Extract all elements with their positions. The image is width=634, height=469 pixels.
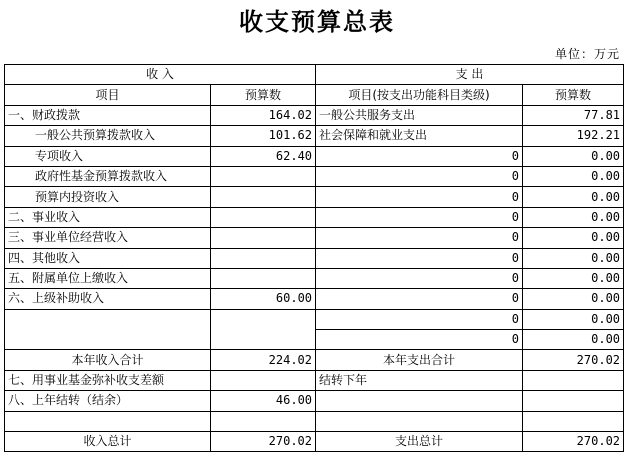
expense-item-cell: 结转下年 xyxy=(316,370,523,390)
table-row xyxy=(5,146,624,166)
table-row xyxy=(5,187,624,207)
income-item-cell xyxy=(5,411,211,431)
table-row xyxy=(5,207,624,227)
income-item-cell: 五、附属单位上缴收入 xyxy=(5,268,211,288)
income-amount-cell: 101.62 xyxy=(211,126,316,146)
table-row xyxy=(5,268,624,288)
table-row xyxy=(5,228,624,248)
expense-amount-cell xyxy=(523,391,624,411)
expense-amount-cell: 0.00 xyxy=(523,330,624,350)
expense-amount-header: 预算数 xyxy=(523,85,624,105)
expense-item-cell: 0 xyxy=(316,248,523,268)
income-amount-cell xyxy=(211,228,316,248)
expense-amount-cell: 0.00 xyxy=(523,207,624,227)
income-item-cell: 八、上年结转（结余） xyxy=(5,391,211,411)
expense-item-cell: 社会保障和就业支出 xyxy=(316,126,523,146)
expense-item-cell xyxy=(316,391,523,411)
expense-item-cell: 0 xyxy=(316,228,523,248)
table-row xyxy=(5,105,624,125)
table-row xyxy=(5,411,624,431)
income-item-cell: 预算内投资收入 xyxy=(5,187,211,207)
income-item-cell: 六、上级补助收入 xyxy=(5,289,211,309)
expense-amount-cell xyxy=(523,411,624,431)
column-header-row xyxy=(5,85,624,105)
table-row xyxy=(5,391,624,411)
expense-grand-total-value: 270.02 xyxy=(523,432,624,452)
section-header-row xyxy=(5,65,624,85)
expense-amount-cell xyxy=(523,370,624,390)
expense-amount-cell: 77.81 xyxy=(523,105,624,125)
expense-amount-cell: 0.00 xyxy=(523,166,624,186)
expense-item-cell: 0 xyxy=(316,330,523,350)
grand-total-row xyxy=(5,432,624,452)
income-item-cell: 一般公共预算拨款收入 xyxy=(5,126,211,146)
page-title: 收支预算总表 xyxy=(239,7,395,36)
income-year-total-value: 224.02 xyxy=(211,350,316,370)
expense-amount-cell: 192.21 xyxy=(523,126,624,146)
unit-label: 单位：万元 xyxy=(554,47,620,61)
expense-item-cell: 0 xyxy=(316,268,523,288)
expense-item-cell: 0 xyxy=(316,146,523,166)
expense-item-cell: 0 xyxy=(316,187,523,207)
income-amount-cell: 46.00 xyxy=(211,391,316,411)
expense-section-header: 支 出 xyxy=(316,65,624,85)
income-item-cell: 二、事业收入 xyxy=(5,207,211,227)
table-row xyxy=(5,370,624,390)
income-amount-cell xyxy=(211,309,316,350)
expense-item-cell: 0 xyxy=(316,207,523,227)
expense-amount-cell: 0.00 xyxy=(523,309,624,329)
expense-item-header: 项目(按支出功能科目类级) xyxy=(316,85,523,105)
income-item-cell: 三、事业单位经营收入 xyxy=(5,228,211,248)
expense-item-cell: 0 xyxy=(316,289,523,309)
income-amount-cell: 60.00 xyxy=(211,289,316,309)
expense-amount-cell: 0.00 xyxy=(523,289,624,309)
income-grand-total-label: 收入总计 xyxy=(5,432,211,452)
income-section-header: 收 入 xyxy=(5,65,316,85)
expense-amount-cell: 0.00 xyxy=(523,268,624,288)
expense-amount-cell: 0.00 xyxy=(523,248,624,268)
income-amount-cell xyxy=(211,411,316,431)
income-amount-cell: 164.02 xyxy=(211,105,316,125)
income-amount-cell xyxy=(211,248,316,268)
budget-table xyxy=(4,64,624,452)
income-item-cell: 专项收入 xyxy=(5,146,211,166)
expense-item-cell xyxy=(316,411,523,431)
income-amount-header: 预算数 xyxy=(211,85,316,105)
income-item-cell: 四、其他收入 xyxy=(5,248,211,268)
income-amount-cell xyxy=(211,370,316,390)
income-year-total-label: 本年收入合计 xyxy=(5,350,211,370)
income-item-cell: 政府性基金预算拨款收入 xyxy=(5,166,211,186)
income-item-header: 项目 xyxy=(5,85,211,105)
income-amount-cell xyxy=(211,187,316,207)
income-amount-cell xyxy=(211,207,316,227)
table-row xyxy=(5,309,624,329)
table-row xyxy=(5,126,624,146)
income-grand-total-value: 270.02 xyxy=(211,432,316,452)
table-row xyxy=(5,166,624,186)
expense-amount-cell: 0.00 xyxy=(523,146,624,166)
expense-amount-cell: 0.00 xyxy=(523,187,624,207)
income-amount-cell: 62.40 xyxy=(211,146,316,166)
income-item-cell xyxy=(5,309,211,350)
income-amount-cell xyxy=(211,268,316,288)
expense-year-total-value: 270.02 xyxy=(523,350,624,370)
table-row xyxy=(5,248,624,268)
expense-item-cell: 0 xyxy=(316,166,523,186)
expense-amount-cell: 0.00 xyxy=(523,228,624,248)
expense-year-total-label: 本年支出合计 xyxy=(316,350,523,370)
expense-item-cell: 一般公共服务支出 xyxy=(316,105,523,125)
income-item-cell: 一、财政拨款 xyxy=(5,105,211,125)
expense-grand-total-label: 支出总计 xyxy=(316,432,523,452)
year-total-row xyxy=(5,350,624,370)
table-row xyxy=(5,289,624,309)
income-amount-cell xyxy=(211,166,316,186)
expense-item-cell: 0 xyxy=(316,309,523,329)
income-item-cell: 七、用事业基金弥补收支差额 xyxy=(5,370,211,390)
